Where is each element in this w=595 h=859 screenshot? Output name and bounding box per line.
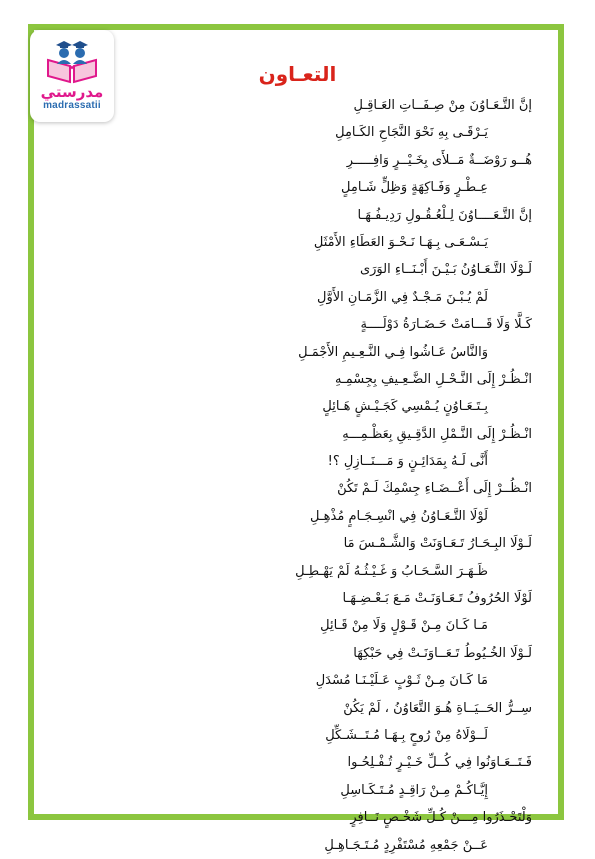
poem-line: انْـظُـرْ إِلَى النَّـمْلِ الدَّقِـيقِ بِعَظْـمِـــهِ xyxy=(342,426,532,442)
poem-line: عِـطْـرٍ وَفَـاكِهَةٍ وَظِلٍّ شَـامِلٍ xyxy=(341,180,488,196)
poem-line: وَالنَّاسُ عَـاشُوا فِـي النَّـعِـيمِ الأَجْمَـلِ xyxy=(298,344,488,360)
poem-line: لَـوْلَا التَّـعَـاوُنُ بَـيْـنَ أَبْـنَــاءِ الوَرَى xyxy=(359,262,532,278)
poem-line: إِيَّـاكُـمْ مِـنْ رَاقِـدٍ مُـتَـكَـاسِلِ xyxy=(340,782,488,798)
poem-line: إنَّ التَّـعَــــاوُنَ لِـلْعُـقُـولِ رَدِيـفُـهَـا xyxy=(357,207,532,223)
poem-line: أَنَّى لَـهُ بِمَدَائِـنٍ وَ مَـــنَــازِلِ ؟! xyxy=(327,454,488,470)
poem-line: انْـظُــرْ إِلَى أَعْــضَـاءِ جِسْمِكَ لَـمْ تَكُنْ xyxy=(337,481,532,497)
poem-line: يَـرْقَـى بِهِ نَحْوَ النَّجَاحِ الكَـامِلِ xyxy=(335,125,488,141)
poem-line: انْـظُـرْ إِلَى النَّـحْـلِ الضَّـعِـيفِ بِجِسْمِـهِ xyxy=(335,371,532,387)
poem-line: كَـلَّا وَلَا قَـــامَتْ حَـضَـارَةُ دَوْلَــــةٍ xyxy=(360,317,532,333)
poem-line: لَــوْلَاهُ مِنْ رُوحٍ بِـهَـا مُـتَــشَـكِّلِ xyxy=(325,727,488,743)
poem-line: ظَـهَـرَ السَّـحَـابُ وَ غَـيْـثُـهُ لَمْ يَهْـطِـلِ xyxy=(295,563,488,579)
poem-line: هُــو رَوْضَــةٌ مَــلأَى بِخَـيْــرٍ وَافِـــــرِ xyxy=(346,152,532,168)
poem-line: لَـوْلَا البِـحَـارُ تَـعَـاوَنَتْ وَالشَّـمْـسَ مَا xyxy=(343,536,532,552)
poem-line: فَـتَــعَـاوَنُوا فِي كُــلِّ خَـيْـرٍ تُـفْـلِحُـوا xyxy=(347,755,532,771)
poem-line: إنَّ التَّـعَـاوُنَ مِنْ صِـفَــاتِ العَـاقِـلِ xyxy=(353,98,532,113)
poem-line: لَمْ يُـبْـنَ مَـجْـدٌ فِي الزَّمَـانِ الأَوَّلِ xyxy=(317,289,488,305)
logo-latin-text: madrassatii xyxy=(43,100,101,111)
poem-line: عَــنْ جَمْعِهِ مُسْتَفْرِدٍ مُـتَـجَـاهِـلِ xyxy=(324,837,488,853)
poem-line: مَـا كَـانَ مِـنْ قَـوْلٍ وَلَا مِنْ قَـائِلِ xyxy=(320,618,488,634)
poem-line: بِـتَـعَـاوُنٍ يُـمْسِي كَجَـيْـشٍ هَـائِلٍ xyxy=(322,399,488,415)
poem-line: لَوْلَا الحُرُوفُ تَـعَـاوَنَـتْ مَـعَ بَـعْـضِـهَـا xyxy=(342,591,532,607)
logo-arabic-text: مدرستي xyxy=(40,83,104,101)
poem-line: سِــرُّ الحَــيَــاةِ هُـوَ التَّعَاوُنُ ، لَمْ يَكُنْ xyxy=(343,700,532,716)
poem-title: التعـاون xyxy=(258,62,337,86)
poem-line: مَا كَـانَ مِـنْ ثَـوْبٍ عَـلَيْـنَـا مُسْدَلِ xyxy=(315,673,488,689)
poem-line: لَـوْلَا الخُـيُوطُ تَـعَــاوَنَـتْ فِي حَبْكِهَا xyxy=(353,645,532,661)
poem-line: وَلْتَحْـذَرُوا مِـــنْ كُـلِّ شَخْـصٍ نَــافِرٍ xyxy=(350,810,532,826)
poem-body xyxy=(56,92,532,859)
poem-line: يَـسْـعَـى بِـهَـا نَـحْـوَ العَطَاءِ الأَمْثَلِ xyxy=(313,234,488,250)
poem-line: لَوْلَا التَّـعَـاوُنُ فِي انْسِـجَـامٍ مُذْهِـلِ xyxy=(310,508,488,524)
